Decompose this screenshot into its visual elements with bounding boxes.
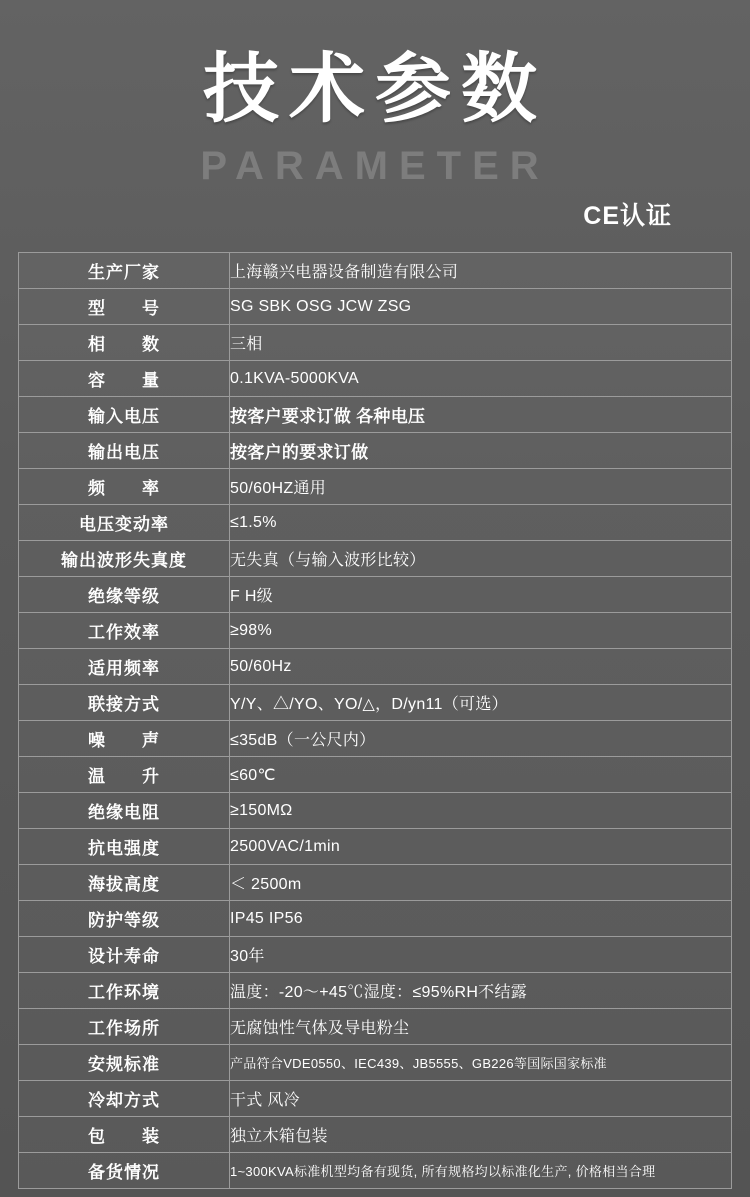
table-row [19,433,732,469]
table-row [19,289,732,325]
table-row [19,829,732,865]
table-row [19,865,732,901]
spec-table-body [19,253,732,1189]
row-value: ≤60℃ [230,757,732,793]
row-label: 包 装 [19,1117,230,1153]
row-value: 无失真（与输入波形比较） [230,541,732,577]
page-title-english: PARAMETER [200,144,550,188]
row-value: SG SBK OSG JCW ZSG [230,289,732,325]
table-row [19,1153,732,1189]
row-label: 抗电强度 [19,829,230,865]
row-value: 独立木箱包装 [230,1117,732,1153]
row-label: 温 升 [19,757,230,793]
table-row [19,973,732,1009]
row-label: 绝缘电阻 [19,793,230,829]
row-label: 备货情况 [19,1153,230,1189]
row-value: 30年 [230,937,732,973]
table-row [19,685,732,721]
row-label: 工作效率 [19,613,230,649]
row-label: 输出电压 [19,433,230,469]
table-row [19,325,732,361]
table-row [19,541,732,577]
row-label: 设计寿命 [19,937,230,973]
row-value: 按客户的要求订做 [230,433,732,469]
row-value: ≤1.5% [230,505,732,541]
row-value: F H级 [230,577,732,613]
row-value: ＜ 2500m [230,865,732,901]
row-value: 50/60Hz [230,649,732,685]
row-label: 适用频率 [19,649,230,685]
row-label: 安规标准 [19,1045,230,1081]
table-row [19,397,732,433]
table-row [19,793,732,829]
row-label: 电压变动率 [19,505,230,541]
table-row [19,505,732,541]
row-value: 2500VAC/1min [230,829,732,865]
table-row [19,1045,732,1081]
table-row [19,901,732,937]
row-label: 噪 声 [19,721,230,757]
row-value: Y/Y、△/YO、YO/△，D/yn11（可选） [230,685,732,721]
row-value: ≥150MΩ [230,793,732,829]
table-row [19,937,732,973]
row-label: 冷却方式 [19,1081,230,1117]
row-value: ≤35dB（一公尺内） [230,721,732,757]
row-value: 无腐蚀性气体及导电粉尘 [230,1009,732,1045]
row-value: 三相 [230,325,732,361]
table-row [19,613,732,649]
table-row [19,253,732,289]
row-label: 防护等级 [19,901,230,937]
row-label: 型 号 [19,289,230,325]
row-label: 联接方式 [19,685,230,721]
row-label: 工作场所 [19,1009,230,1045]
row-value: 50/60HZ通用 [230,469,732,505]
row-label: 输出波形失真度 [19,541,230,577]
table-row [19,1009,732,1045]
row-label: 工作环境 [19,973,230,1009]
row-label: 生产厂家 [19,253,230,289]
table-row [19,1081,732,1117]
row-label: 海拔高度 [19,865,230,901]
table-row [19,1117,732,1153]
row-value: 上海赣兴电器设备制造有限公司 [230,253,732,289]
table-row [19,721,732,757]
row-value: 产品符合VDE0550、IEC439、JB5555、GB226等国际国家标准 [230,1045,732,1081]
row-label: 容 量 [19,361,230,397]
table-row [19,757,732,793]
table-row [19,577,732,613]
row-value: 按客户要求订做 各种电压 [230,397,732,433]
spec-table-container [18,252,732,1189]
row-label: 输入电压 [19,397,230,433]
row-label: 频 率 [19,469,230,505]
row-value: 1~300KVA标准机型均备有现货, 所有规格均以标准化生产, 价格相当合理 [230,1153,732,1189]
page-header [0,0,750,236]
table-row [19,469,732,505]
row-value: 0.1KVA-5000KVA [230,361,732,397]
table-row [19,649,732,685]
row-value: ≥98% [230,613,732,649]
row-value: IP45 IP56 [230,901,732,937]
row-value: 温度：-20～+45℃湿度：≤95%RH不结露 [230,973,732,1009]
page-title: 技术参数 [203,47,547,132]
row-label: 相 数 [19,325,230,361]
certification-label: CE认证 [583,202,672,230]
row-value: 干式 风冷 [230,1081,732,1117]
row-label: 绝缘等级 [19,577,230,613]
spec-table [18,252,732,1189]
table-row [19,361,732,397]
